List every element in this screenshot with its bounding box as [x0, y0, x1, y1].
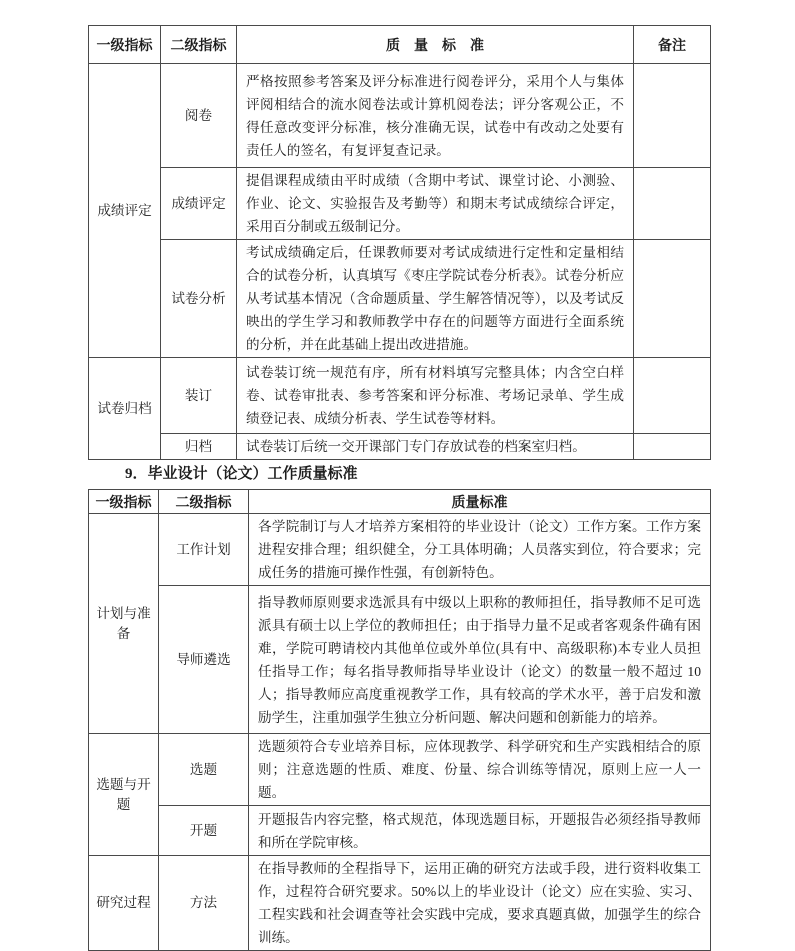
quality-standard-cell: 考试成绩确定后，任课教师要对考试成绩进行定性和定量相结合的试卷分析，认真填写《枣庄学院试卷分析表》。试卷分析应从考试基本情况（含命题质量、学生解答情况等），以及考试反映出的学生学习和教师教学中存在的问题等方面进行全面系统的分析，并在此基础上提出改进措施。: [237, 240, 634, 358]
table-row: [89, 240, 711, 358]
table-row: [89, 806, 711, 856]
quality-standard-cell: 试卷装订统一规范有序，所有材料填写完整具体；内含空白样卷、试卷审批表、参考答案和评分标准、考场记录单、学生成绩登记表、成绩分析表、学生试卷等材料。: [237, 358, 634, 434]
table2-header-level1: 一级指标: [89, 490, 159, 514]
remark-cell: [634, 434, 711, 460]
table2-header-level2: 二级指标: [159, 490, 249, 514]
quality-standard-cell: 各学院制订与人才培养方案相符的毕业设计（论文）工作方案。工作方案进程安排合理；组织健全，分工具体明确；人员落实到位，符合要求；完成任务的措施可操作性强，有创新特色。: [249, 514, 711, 586]
level1-indicator-cell: 试卷归档: [89, 358, 161, 460]
table1-header-level1: 一级指标: [89, 26, 161, 64]
section-heading: 9．毕业设计（论文）工作质量标准: [125, 466, 358, 482]
quality-standard-cell: 提倡课程成绩由平时成绩（含期中考试、课堂讨论、小测验、作业、论文、实验报告及考勤等）和期末考试成绩综合评定，采用百分制或五级制记分。: [237, 168, 634, 240]
remark-cell: [634, 168, 711, 240]
level2-indicator-cell: 方法: [159, 856, 249, 951]
table1-header-standard: 质 量 标 准: [237, 26, 634, 64]
level2-indicator-cell: 工作计划: [159, 514, 249, 586]
table2-header-row: [89, 490, 711, 514]
level1-indicator-cell: 计划与准备: [89, 514, 159, 734]
level2-indicator-cell: 阅卷: [161, 64, 237, 168]
level2-indicator-cell: 成绩评定: [161, 168, 237, 240]
remark-cell: [634, 358, 711, 434]
table-row: [89, 856, 711, 951]
table-row: [89, 434, 711, 460]
table1-header-row: [89, 26, 711, 64]
table1-header-level2: 二级指标: [161, 26, 237, 64]
quality-standard-cell: 开题报告内容完整，格式规范，体现选题目标，开题报告必须经指导教师和所在学院审核。: [249, 806, 711, 856]
quality-standard-cell: 选题须符合专业培养目标，应体现教学、科学研究和生产实践相结合的原则；注意选题的性质、难度、份量、综合训练等情况，原则上应一人一题。: [249, 734, 711, 806]
quality-standard-cell: 在指导教师的全程指导下，运用正确的研究方法或手段，进行资料收集工作，过程符合研究要求。50%以上的毕业设计（论文）应在实验、实习、工程实践和社会调查等社会实践中完成，要求真题真做，加强学生的综合训练。: [249, 856, 711, 951]
table-row: [89, 168, 711, 240]
table-row: [89, 586, 711, 734]
table2-header-standard: 质量标准: [249, 490, 711, 514]
quality-standard-cell: 指导教师原则要求选派具有中级以上职称的教师担任，指导教师不足可选派具有硕士以上学位的教师担任；由于指导力量不足或者客观条件确有困难，学院可聘请校内其他单位或外单位(具有中、高级职称)本专业人员担任指导工作；每名指导教师指导毕业设计（论文）的数量一般不超过 10 人；指导教师应高度重视教学工作，具有较高的学术水平，善于启发和激励学生，注重加强学生独立分析问题、解决问题和创新能力的培养。: [249, 586, 711, 734]
level1-indicator-cell: 研究过程: [89, 856, 159, 951]
quality-standard-cell: 严格按照参考答案及评分标准进行阅卷评分，采用个人与集体评阅相结合的流水阅卷法或计算机阅卷法；评分客观公正，不得任意改变评分标准，核分准确无误，试卷中有改动之处要有责任人的签名，有复评复查记录。: [237, 64, 634, 168]
level1-indicator-cell: 选题与开题: [89, 734, 159, 856]
level1-indicator-cell: 成绩评定: [89, 64, 161, 358]
quality-standard-cell: 试卷装订后统一交开课部门专门存放试卷的档案室归档。: [237, 434, 634, 460]
exam-quality-standards-table: [88, 25, 711, 460]
remark-cell: [634, 240, 711, 358]
table-row: [89, 734, 711, 806]
table-row: [89, 514, 711, 586]
level2-indicator-cell: 试卷分析: [161, 240, 237, 358]
table-row: [89, 358, 711, 434]
level2-indicator-cell: 导师遴选: [159, 586, 249, 734]
table-row: [89, 64, 711, 168]
table1-header-remark: 备注: [634, 26, 711, 64]
level2-indicator-cell: 选题: [159, 734, 249, 806]
remark-cell: [634, 64, 711, 168]
thesis-quality-standards-table: [88, 489, 711, 951]
level2-indicator-cell: 装订: [161, 358, 237, 434]
level2-indicator-cell: 开题: [159, 806, 249, 856]
level2-indicator-cell: 归档: [161, 434, 237, 460]
